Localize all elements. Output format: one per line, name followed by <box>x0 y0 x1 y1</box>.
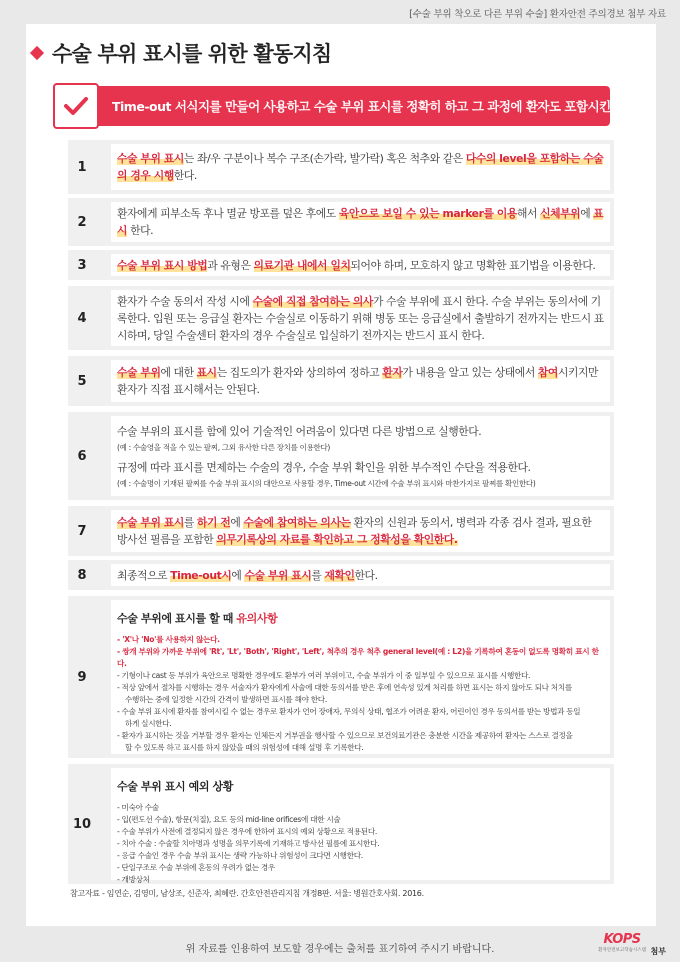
plain-text: 수술 부위에 표시를 할 때 <box>117 612 237 625</box>
row-text <box>117 514 604 548</box>
row-text <box>117 150 604 184</box>
highlight-text: 유의사항 <box>236 612 278 625</box>
highlight-text: 참여 <box>537 366 558 379</box>
exception-item: - 개방상처 <box>117 875 150 884</box>
highlight-text: 육안으로 보일 수 있는 marker를 이용 <box>338 207 517 220</box>
row-body <box>111 144 610 190</box>
plain-text: 가 수술 부위에 표시 한다. 수술 부위는 동의서에 기록한다. 입원 또는 응급실 환자는 수술실로 이동하기 위해 병동 또는 응급실에서 출발하기 전까지는 반드시 표시하며, 당일 수술센터 환자의 경우 수술실로 입실하기 전까지는 반드시 표시 한다. <box>117 294 604 342</box>
highlight-text: 환자 <box>382 366 403 379</box>
plain-text: 과 유형은 <box>207 258 254 272</box>
row-number: 5 <box>77 373 87 389</box>
highlight-text: Time-out시 <box>170 568 232 582</box>
page-title: 수술 부위 표시를 위한 활동지침 <box>52 42 332 66</box>
plain-text: 한다. <box>127 224 154 237</box>
highlight-text: 다수의 level을 포함하는 수술의 경우 시행 <box>117 152 604 182</box>
diamond-bullet-icon <box>30 46 44 60</box>
row-text: 규정에 따라 표시를 면제하는 수술의 경우, 수술 부위 확인을 위한 부수적인 수단을 적용한다. <box>117 461 531 474</box>
exception-item: - 미숙아 수술 <box>117 803 159 812</box>
plain-text: 환자가 수술 동의서 작성 시에 <box>117 294 253 308</box>
row-body <box>111 510 610 552</box>
row-number: 9 <box>77 669 87 685</box>
highlight-text: 재확인 <box>324 568 355 582</box>
section-title: 수술 부위 표시 예외 상황 <box>117 780 233 793</box>
attachment-label: 첨부 <box>650 947 666 956</box>
highlight-text: 수술 부위 <box>117 366 161 379</box>
plain-text: 를 <box>311 568 325 582</box>
caution-item: - 수술 부위 표시에 환자를 참여시킬 수 없는 경우로 환자가 언어 장애자, 무의식 상태, 협조가 어려운 환자, 어린이인 경우 동의서를 받는 방법과 동일 <box>117 707 581 716</box>
highlight-text: 표시 <box>117 207 604 237</box>
highlight-text: 수술에 참여하는 의사는 <box>243 516 351 529</box>
row-number: 2 <box>77 214 87 230</box>
row-body <box>111 360 610 402</box>
highlight-text: 의무기록상의 자료를 확인하고 그 정확성을 확인한다. <box>216 533 458 546</box>
highlight-text: 수술 부위 표시 <box>244 568 312 582</box>
row-body <box>111 254 610 276</box>
guideline-row-7 <box>68 506 614 556</box>
plain-text: 가 내용을 알고 있는 상태에서 <box>402 366 538 379</box>
title-row <box>32 38 331 68</box>
caution-item: - 환자가 표시하는 것을 거부할 경우 환자는 인체든지 거부권을 행사할 수 있으므로 보건의료기관은 충분한 시간을 제공하여 환자는 스스로 결정을 <box>117 731 573 740</box>
highlight-text: 신체부위 <box>540 207 581 220</box>
plain-text: 는 좌/우 구분이나 복수 구조(손가락, 발가락) 혹은 척추와 같은 <box>183 152 466 165</box>
caution-item: 하게 실시한다. <box>125 719 172 728</box>
guideline-row-5 <box>68 356 614 406</box>
plain-text: 에 <box>230 516 244 529</box>
row-text <box>117 567 604 584</box>
kops-logo <box>598 932 646 953</box>
time-out-banner <box>58 86 627 126</box>
guideline-row-3 <box>68 250 614 280</box>
plain-text: 시키지만 환자가 직접 표시해서는 안된다. <box>117 366 599 396</box>
exception-item: - 수술 부위가 사전에 결정되지 않은 경우에 한하여 표시의 예외 상황으로 적용된다. <box>117 827 377 836</box>
row-number: 3 <box>77 257 87 273</box>
caution-item: - 기형이나 cast 등 부위가 육안으로 명확한 경우에도 환부가 여러 부위이고, 수술 부위가 이 중 일부일 수 있으므로 표시를 시행한다. <box>117 671 531 680</box>
example-note: (예 : 수술명이 기재된 팔찌를 수술 부위 표시의 대안으로 사용할 경우, Time-out 시간에 수술 부위 표시와 마찬가지로 팔찌를 확인한다) <box>117 479 536 488</box>
plain-text: 해서 <box>516 207 541 220</box>
checkmark-icon <box>53 83 99 129</box>
row-text <box>117 205 604 239</box>
plain-text: 에 <box>231 568 245 582</box>
highlight-text: 수술 부위 표시 <box>117 152 184 165</box>
highlight-text: 수술 부위 표시 <box>117 516 184 529</box>
row-body <box>111 202 610 242</box>
row-number: 10 <box>72 816 92 832</box>
highlight-text: 수술 부위 표시 방법 <box>117 258 208 272</box>
row-body <box>111 600 610 754</box>
caution-item: - 'X'나 'No'를 사용하지 않는다. <box>117 635 220 644</box>
row-number: 4 <box>77 310 87 326</box>
row-text: 수술 부위의 표시를 함에 있어 기술적인 어려움이 있다면 다른 방법으로 실행한다. <box>117 425 482 438</box>
caution-item: - 쌍개 부위와 가까운 부위에 'Rt', 'Lt', 'Both', 'Right', 'Left', 척추의 경우 척추 general level(예 : L2)을 기록하여 혼동이 없도록 명확히 표시 한다. <box>117 647 599 668</box>
row-text <box>117 257 604 274</box>
plain-text: 는 집도의가 환자와 상의하여 정하고 <box>216 366 383 379</box>
plain-text: 환자에게 피부소독 후나 멸균 방포를 덮은 후에도 <box>117 207 339 220</box>
row-text <box>117 364 604 398</box>
guideline-row-6 <box>68 412 614 500</box>
banner-text: Time-out 서식지를 만들어 사용하고 수술 부위 표시를 정확히 하고 그 과정에 환자도 포함시킨다. <box>112 99 627 114</box>
row-body <box>111 416 610 496</box>
row-body <box>111 564 610 586</box>
caution-item: 수행하는 중에 일정한 시간의 간격이 발생하면 표시를 해야 한다. <box>125 695 327 704</box>
exception-item: - 단일구조로 수술 부위에 혼동의 우려가 없는 경우 <box>117 863 275 872</box>
highlight-text: 의료기관 내에서 일치 <box>253 258 351 272</box>
plain-text: 에 <box>580 207 594 220</box>
section-title <box>117 610 604 626</box>
highlight-text: 표시 <box>196 366 217 379</box>
row-number: 8 <box>77 567 87 583</box>
logo-subtext: 환자안전보고학습시스템 <box>598 948 646 953</box>
exception-item: - 입(편도선 수술), 항문(치질), 요도 등의 mid-line orifices에 대한 시술 <box>117 815 341 824</box>
guideline-row-2 <box>68 198 614 246</box>
plain-text: 되어야 하며, 모호하지 않고 명확한 표기법을 이용한다. <box>350 258 596 272</box>
row-body <box>111 290 610 346</box>
exception-item: - 응급 수술인 경우 수술 부위 표시는 생략 가능하나 위험성이 크다면 시행한다. <box>117 851 363 860</box>
guideline-row-9 <box>68 596 614 758</box>
row-body <box>111 768 610 884</box>
guideline-row-8 <box>68 560 614 590</box>
plain-text: 에 대한 <box>160 366 197 379</box>
caution-item: 할 수 있도록 하고 표시를 하지 않았을 때의 위험성에 대해 설명 후 기록한다. <box>125 743 364 752</box>
plain-text: 환자의 신원과 동의서, 병력과 각종 검사 결과, 필요한 방사선 필름을 포함한 <box>117 516 592 546</box>
guideline-row-1 <box>68 140 614 194</box>
guideline-row-10 <box>68 764 614 884</box>
row-text <box>117 293 604 344</box>
plain-text: 한다. <box>173 169 197 182</box>
row-number: 7 <box>77 523 87 539</box>
example-note: (예 : 수술영을 적을 수 있는 팔찌, 그외 유사한 다른 장치를 이용한다) <box>117 443 331 452</box>
exception-item: - 치아 수술 : 수술할 치아명과 성명을 의무기록에 기재하고 방사선 필름에 표시한다. <box>117 839 380 848</box>
row-number: 6 <box>77 448 87 464</box>
footer-text: 위 자료를 인용하여 보도할 경우에는 출처를 표기하여 주시기 바랍니다. <box>185 944 495 955</box>
highlight-text: 수술에 직접 참여하는 의사 <box>252 294 373 308</box>
row-number: 1 <box>77 159 87 175</box>
caution-item: - 적상 앞에서 절차를 시행하는 경우 서술자가 환자에게 사술에 대한 동의서를 받은 후에 연속성 있게 처리를 하면 표시는 하지 않아도 되나 처치를 <box>117 683 572 692</box>
reference-note: 참고자료 - 임연순, 김영미, 남상조, 신준자, 최혜란. 간호안전관리지침 개정8판. 서울: 병원간호사회. 2016. <box>70 889 424 898</box>
plain-text: 를 <box>183 516 197 529</box>
plain-text: 한다. <box>354 568 378 582</box>
guideline-row-4 <box>68 286 614 350</box>
plain-text: 최종적으로 <box>117 568 171 582</box>
logo-text: KOPS <box>603 932 641 947</box>
header-note: [수술 부위 착오로 다른 부위 수술] 환자안전 주의경보 첨부 자료 <box>409 9 666 20</box>
highlight-text: 하기 전 <box>196 516 231 529</box>
